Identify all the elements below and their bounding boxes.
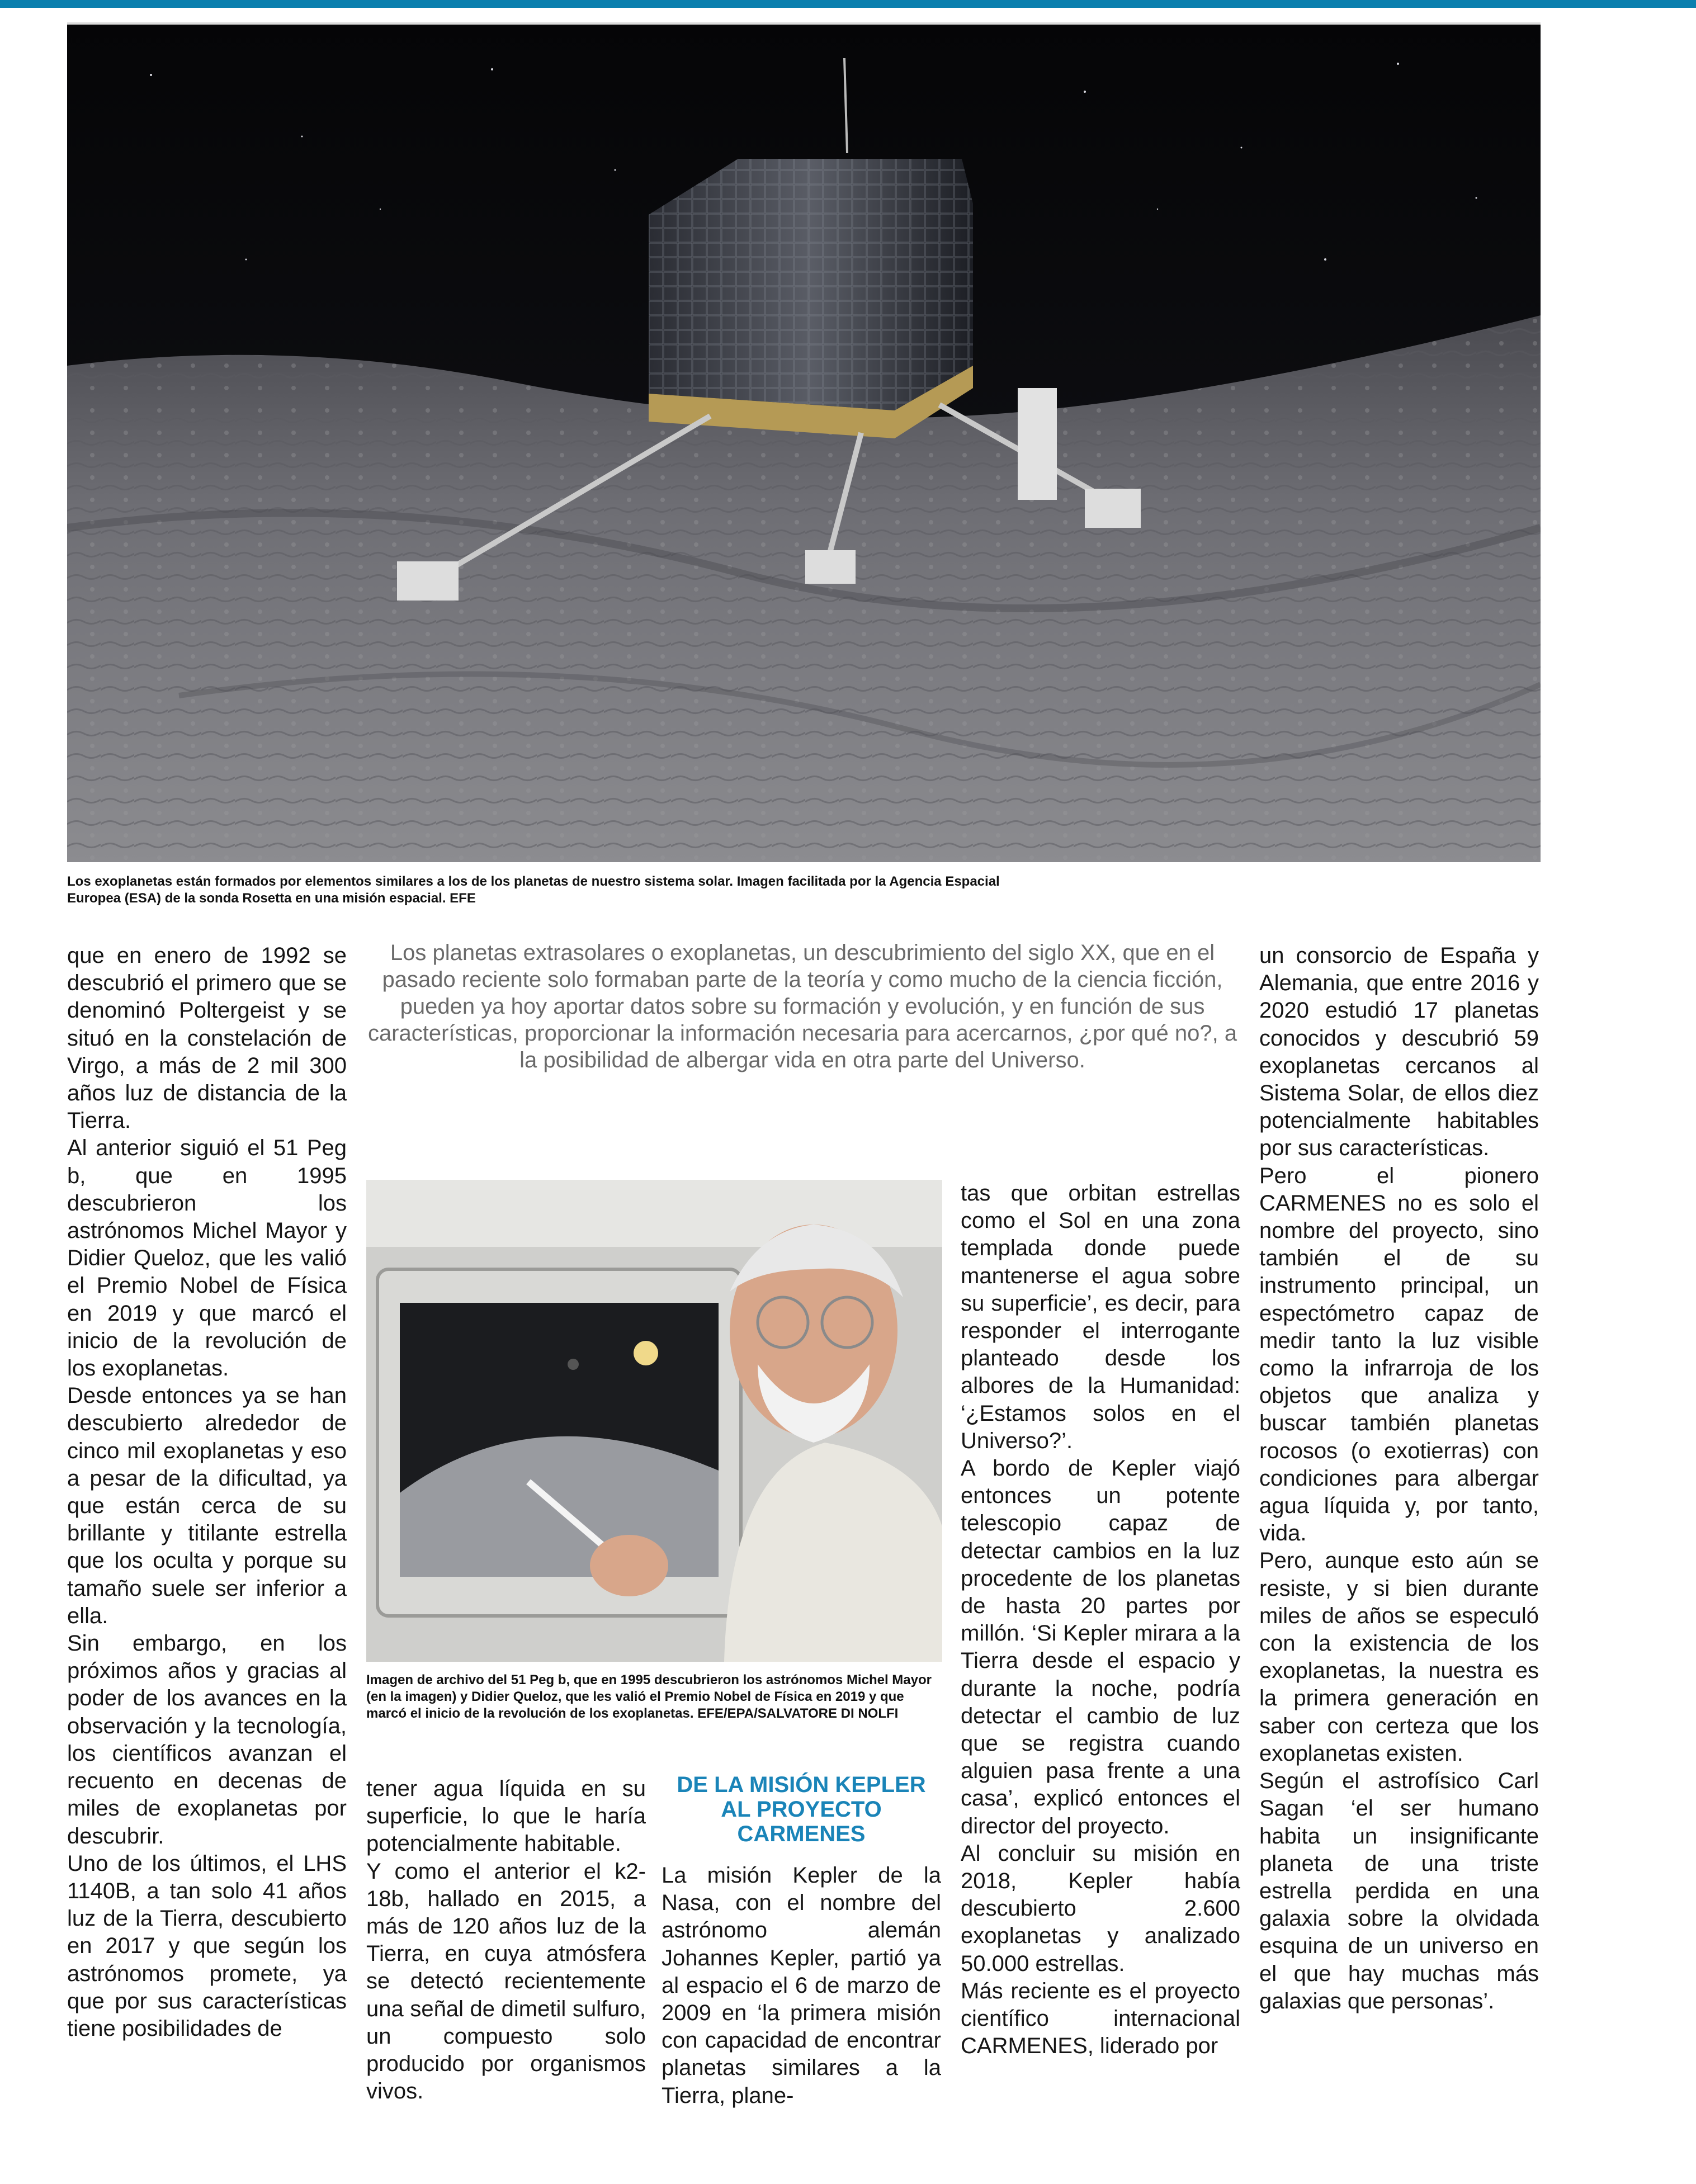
text-column-3 — [662, 1862, 941, 2167]
paragraph: Al concluir su misión en 2018, Kepler había descubierto 2.600 exoplanetas y analizado 50.000 estrellas. — [961, 1841, 1240, 1976]
astronomer-portrait-illustration — [366, 1180, 942, 1662]
text-column-5 — [1259, 942, 1539, 2167]
section-subhead: DE LA MISIÓN KEPLER AL PROYECTO CARMENES — [677, 1772, 926, 1846]
paragraph: Más reciente es el proyecto científico internacional CARMENES, liderado por — [961, 1978, 1240, 2059]
paragraph: Uno de los últimos, el LHS 1140B, a tan solo 41 años luz de la Tierra, descubierto en 2017 y que según los astrónomos promete, ya que por sus características tiene posibilidades de — [67, 1851, 347, 2041]
comet-lander-illustration — [67, 25, 1541, 862]
paragraph: Y como el anterior el k2-18b, hallado en 2015, a más de 120 años luz de la Tierra, en cuya atmósfera se detectó recientemente una señal de dimetil sulfuro, un compuesto solo producido por organismos vivos. — [366, 1859, 646, 2104]
paragraph: A bordo de Kepler viajó entonces un potente telescopio capaz de detectar cambios en la luz procedente de los planetas de hasta 20 partes por millón. ‘Si Kepler mirara a la Tierra desde el espacio y durante la noche, podría detectar el cambio de luz que se registra cuando alguien pasa frente a una casa’, explicó entonces el director del proyecto. — [961, 1456, 1240, 1838]
text-column-4 — [961, 1180, 1240, 2167]
lander-foot — [397, 561, 459, 601]
paragraph: La misión Kepler de la Nasa, con el nombre del astrónomo alemán Johannes Kepler, partió ya al espacio el 6 de marzo de 2009 en ‘la primera misión con capacidad de encontrar planetas similares a la Tierra, plane- — [662, 1863, 941, 2108]
paragraph: Pero el pionero CARMENES no es solo el nombre del proyecto, sino también el de su instrumento principal, un espectómetro capaz de medir tanto la luz visible como la infrarroja de los objetos que analiza y buscar también planetas rocosos (o exotierras) con condiciones para albergar agua líquida y, por tanto, vida. — [1259, 1163, 1539, 1546]
photo2-caption: Imagen de archivo del 51 Peg b, que en 1995 descubrieron los astrónomos Michel Mayor (en la imagen) y Didier Queloz, que les valió el Premio Nobel de Física en 2019 y que marcó el inicio de la revolución de los exoplanetas. EFE/EPA/SALVATORE DI NOLFI — [366, 1672, 932, 1721]
text-column-2 — [366, 1775, 646, 2167]
lander-foot — [1085, 489, 1141, 528]
paragraph: Según el astrofísico Carl Sagan ‘el ser humano habita un insignificante planeta de una triste estrella perdida en una galaxia sobre la olvidada esquina de un universo en el que hay muchas más galaxias que personas’. — [1259, 1769, 1539, 2013]
top-rule — [0, 0, 1696, 8]
paragraph: tas que orbitan estrellas como el Sol en una zona templada donde puede mantenerse el agua sobre su superficie’, es decir, para responder el interrogante planteado desde los albores de la Humanidad: ‘¿Estamos solos en el Universo?’. — [961, 1181, 1240, 1453]
astronomer-photo — [366, 1180, 942, 1662]
paragraph: tener agua líquida en su superficie, lo que le haría potencialmente habitable. — [366, 1776, 646, 1856]
paragraph: que en enero de 1992 se descubrió el primero que se denominó Poltergeist y se situó en la constelación de Virgo, a más de 2 mil 300 años luz de distancia de la Tierra. — [67, 943, 347, 1133]
paragraph: Pero, aunque esto aún se resiste, y si bien durante miles de años se especuló con la existencia de los exoplanetas, la nuestra es la primera generación en saber con certeza que los exoplanetas existen. — [1259, 1548, 1539, 1766]
paragraph: Al anterior siguió el 51 Peg b, que en 1995 descubrieron los astrónomos Michel Mayor y Didier Queloz, que les valió el Premio Nobel de Física en 2019 y que marcó el inicio de la revolución de los exoplanetas. — [67, 1136, 347, 1381]
hero-caption: Los exoplanetas están formados por elementos similares a los de los planetas de nuestro sistema solar. Imagen facilitada por la Agencia Espacial Europea (ESA) de la sonda Rosetta en una misión espacial. EFE — [67, 874, 1000, 906]
paragraph: Sin embargo, en los próximos años y gracias al poder de los avances en la observación y la tecnología, los científicos avanzan el recuento en decenas de miles de exoplanetas por descubrir. — [67, 1631, 347, 1849]
paragraph: un consorcio de España y Alemania, que entre 2016 y 2020 estudió 17 planetas conocidos y descubrió 59 exoplanetas cercanos al Sistema Solar, de ellos diez potencialmente habitables por sus características. — [1259, 943, 1539, 1161]
hero-photo — [67, 22, 1541, 862]
text-column-1 — [67, 942, 347, 2167]
article-lede: Los planetas extrasolares o exoplanetas, un descubrimiento del siglo XX, que en el pasado reciente solo formaban parte de la teoría y como mucho de la ciencia ficción, pueden ya hoy aportar datos sobre su formación y evolución, y en función de sus características, proporcionar la información necesaria para acercarnos, ¿por qué no?, a la posibilidad de albergar vida en otra parte del Universo. — [367, 940, 1237, 1072]
paragraph: Desde entonces ya se han descubierto alrededor de cinco mil exoplanetas y eso a pesar de la dificultad, ya que están cerca de su brillante y titilante estrella que los oculta y porque su tamaño suele ser inferior a ella. — [67, 1383, 347, 1628]
lander-foot — [805, 550, 856, 584]
